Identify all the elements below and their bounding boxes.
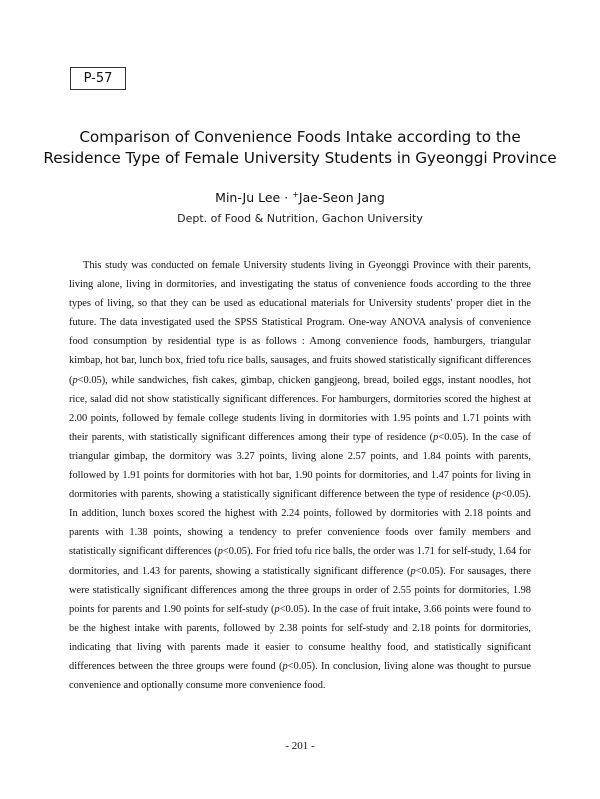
paper-title <box>40 127 560 169</box>
p-value-symbol: p <box>495 489 501 501</box>
title-line-2: Residence Type of Female University Students in Gyeonggi Province <box>43 149 557 167</box>
p-value-symbol: p <box>72 374 78 386</box>
author-line <box>0 190 600 205</box>
abstract-part: <0.05). For sausages, there were statistically significant differences among the three groups in order of 2.55 points for dormitories, 1.98 points for parents and 1.90 points for self-study ( <box>69 565 531 615</box>
affiliation: Dept. of Food & Nutrition, Gachon University <box>177 212 423 225</box>
abstract-part: This study was conducted on female University students living in Gyeonggi Province with their parents, living alone, living in dormitories, and investigating the status of convenience foods according to the three types of living, so that they can be used as educational materials for University students' proper diet in the future. The data investigated used the SPSS Statistical Program. One-way ANOVA analysis of convenience food consumption by residential type is as follows : Among convenience foods, hamburgers, triangular kimbap, hot bar, lunch box, fried tofu rice balls, sausages, and fruits showed statistically significant differences ( <box>69 260 531 386</box>
p-value-symbol: p <box>433 431 439 443</box>
author-1: Min-Ju Lee <box>215 190 281 206</box>
p-value-symbol: p <box>282 660 288 672</box>
page-number: - 201 - <box>285 740 315 752</box>
abstract-part: <0.05). In the case of triangular gimbap, the dormitory was 3.27 points, living alone 2.57 points, and 1.84 points with parents, followed by 1.91 points for dormitories with hot bar, 1.90 points for dormitories, and 1.47 points for living in dormitories with parents, showing a statistically significant difference between the type of residence ( <box>69 431 531 501</box>
corresponding-author-mark: + <box>292 190 299 199</box>
p-value-symbol: p <box>217 546 223 558</box>
abstract-part: <0.05). In the case of fruit intake, 3.66 points were found to be the highest intake with parents, followed by 2.38 points for self-study and 2.18 points for dormitories, indicating that living with parents made it easier to consume healthy food, and statistically significant differences between the three groups were found ( <box>69 603 531 672</box>
author-separator: · <box>284 190 289 206</box>
abstract-part: <0.05). For fried tofu rice balls, the order was 1.71 for self-study, 1.64 for dormitories, and 1.43 for parents, showing a statistically significant difference ( <box>69 546 531 577</box>
author-2: Jae-Seon Jang <box>298 190 385 206</box>
abstract-body <box>69 256 531 695</box>
title-line-1: Comparison of Convenience Foods Intake according to the <box>79 128 521 146</box>
abstract-part: <0.05). In conclusion, living alone was thought to pursue convenience and optionally consume more convenience food. <box>69 660 531 692</box>
p-value-symbol: p <box>410 565 416 577</box>
poster-id-box: P-57 <box>70 67 126 90</box>
p-value-symbol: p <box>274 603 280 615</box>
abstract-part: <0.05). In addition, lunch boxes scored the highest with 2.24 points, followed by dormitories with 2.18 points and parents with 1.38 points, showing a tendency to prefer convenience foods over family members and statistically significant differences ( <box>69 489 531 558</box>
abstract-part: <0.05), while sandwiches, fish cakes, gimbap, chicken gangjeong, bread, boiled eggs, instant noodles, hot rice, salad did not show statistically significant differences. For hamburgers, dormitories scored the highest at 2.00 points, followed by female college students living in dormitories with 1.95 points and 1.71 points with their parents, with statistically significant differences among their type of residence ( <box>69 374 531 443</box>
